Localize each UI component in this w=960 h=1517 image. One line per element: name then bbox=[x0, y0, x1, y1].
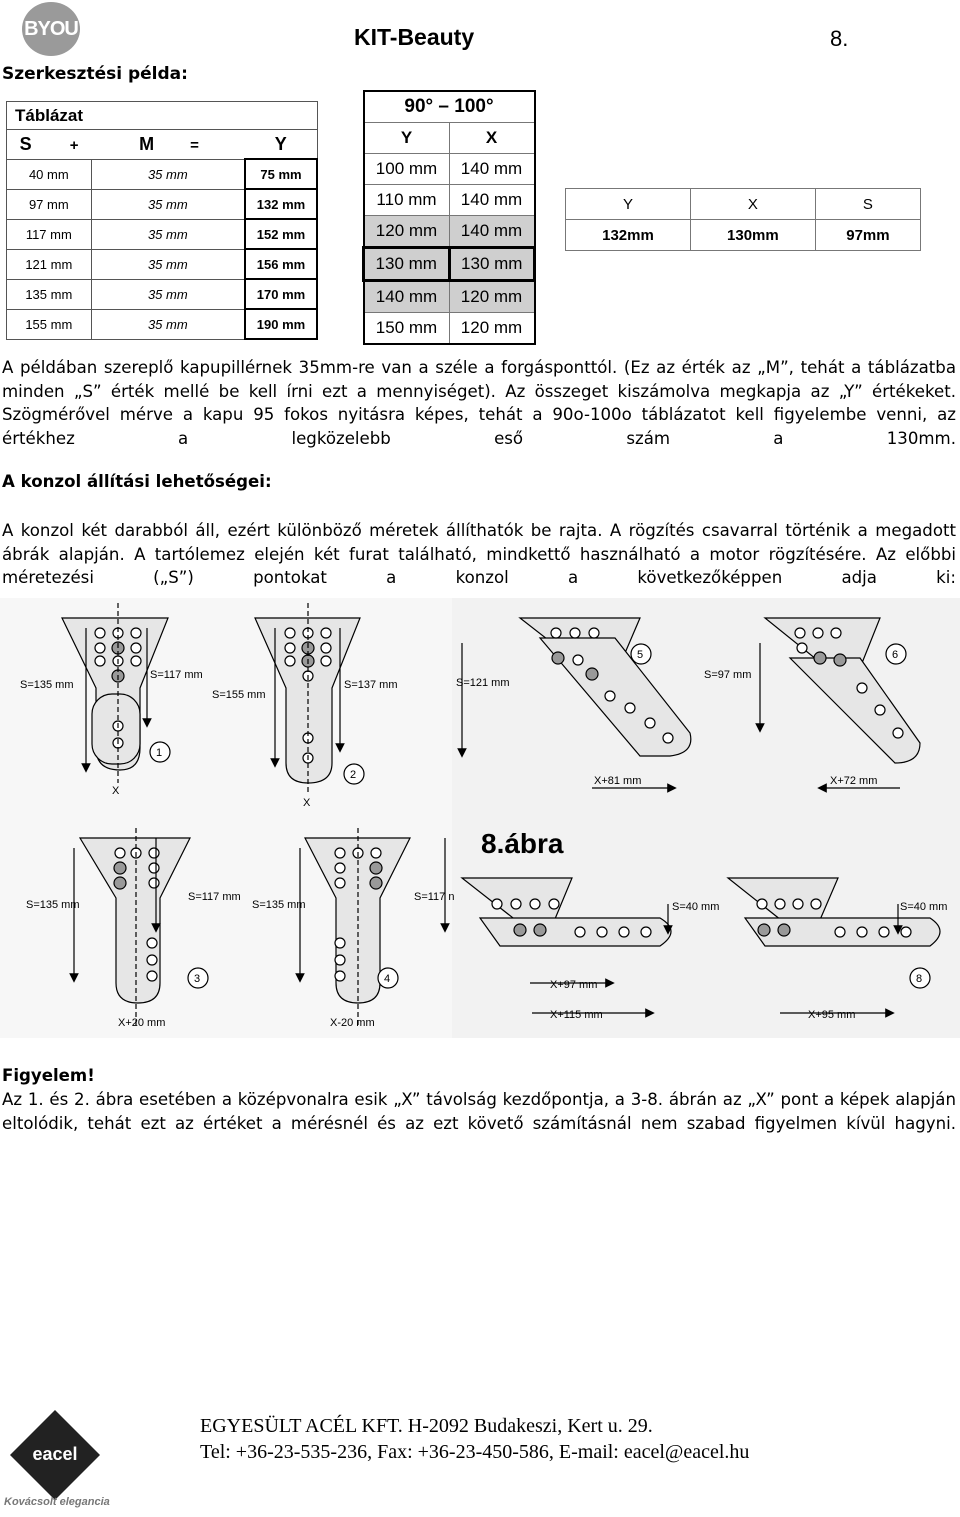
table-row bbox=[7, 189, 318, 219]
table-row bbox=[7, 219, 318, 249]
result-table bbox=[565, 188, 921, 251]
svg-text:5: 5 bbox=[637, 649, 644, 661]
example-heading: Szerkesztési példa: bbox=[2, 64, 188, 84]
table-row: 100 mm 140 mm bbox=[364, 154, 535, 185]
table-header-row bbox=[364, 123, 535, 154]
document-title: KIT-Beauty bbox=[354, 24, 475, 50]
svg-text:S=117 mm: S=117 mm bbox=[150, 669, 203, 681]
cell-m: 35 mm bbox=[91, 309, 245, 339]
header-y: Y bbox=[364, 123, 450, 154]
cell-m: 35 mm bbox=[91, 189, 245, 219]
svg-text:S=137 mm: S=137 mm bbox=[344, 679, 398, 691]
table-row: 120 mm 140 mm bbox=[364, 216, 535, 248]
svg-text:S=40 mm: S=40 mm bbox=[672, 901, 720, 913]
footer-contact: Tel: +36-23-535-236, Fax: +36-23-450-586, E-mail: eacel@eacel.hu bbox=[200, 1441, 750, 1463]
header-eq: = bbox=[190, 136, 199, 154]
svg-text:S=135 mm: S=135 mm bbox=[252, 899, 306, 911]
svg-text:S=40 mm: S=40 mm bbox=[900, 901, 948, 913]
eacel-logo bbox=[10, 1410, 100, 1500]
svg-text:X+97 mm: X+97 mm bbox=[550, 979, 598, 991]
svg-text:S=97 mm: S=97 mm bbox=[704, 669, 752, 681]
svg-text:X+20 mm: X+20 mm bbox=[118, 1017, 166, 1029]
table-header-row: Y X S bbox=[566, 189, 921, 220]
svg-text:S=117 n: S=117 n bbox=[414, 891, 455, 903]
svg-text:S=155 mm: S=155 mm bbox=[212, 689, 266, 701]
figure-caption: 8.ábra bbox=[481, 828, 564, 859]
svg-text:8: 8 bbox=[916, 973, 923, 985]
svg-text:4: 4 bbox=[384, 973, 391, 985]
header-s: S bbox=[19, 133, 32, 154]
byou-logo: BYOU bbox=[22, 2, 80, 56]
cell-m: 35 mm bbox=[91, 159, 245, 189]
eacel-tagline: Kovácsolt elegancia bbox=[4, 1496, 110, 1508]
cell-s: 121 mm bbox=[7, 249, 92, 279]
svg-text:X: X bbox=[112, 785, 120, 797]
angle-range: 90° – 100° bbox=[364, 91, 535, 123]
angle-table bbox=[362, 90, 536, 345]
svg-text:6: 6 bbox=[892, 649, 899, 661]
table-row: 132mm 130mm 97mm bbox=[566, 220, 921, 251]
header-x: X bbox=[449, 123, 535, 154]
svg-text:S=121 mm: S=121 mm bbox=[456, 677, 510, 689]
svg-text:X+81 mm: X+81 mm bbox=[594, 775, 642, 787]
table-row bbox=[7, 249, 318, 279]
header-m: M bbox=[139, 133, 155, 154]
cell-y: 132 mm bbox=[245, 189, 317, 219]
table-row-highlighted: 130 mm 130 mm bbox=[364, 248, 535, 281]
cell-y: 152 mm bbox=[245, 219, 317, 249]
cell-y: 156 mm bbox=[245, 249, 317, 279]
svg-text:3: 3 bbox=[194, 973, 201, 985]
page-number: 8. bbox=[830, 26, 849, 51]
d1-left-label: S=135 mm bbox=[20, 679, 74, 691]
bracket-paragraph: A konzol két darabból áll, ezért különböző méretek állíthatók be rajta. A rögzítés csavarral történik a megadott ábrák alapján. A tartólemez elején két furat található, mindkettő használható a motor rögzítésére. Az előbbi méretezési („S”) pontokat a konzol a következőképpen adja ki: bbox=[2, 521, 956, 587]
svg-text:1: 1 bbox=[156, 747, 163, 759]
table-row: 140 mm 120 mm bbox=[364, 281, 535, 313]
section-heading: A konzol állítási lehetőségei: bbox=[2, 472, 272, 491]
svg-text:X+95 mm: X+95 mm bbox=[808, 1009, 856, 1021]
svg-text:eacel: eacel bbox=[32, 1444, 78, 1464]
table-row: 150 mm 120 mm bbox=[364, 313, 535, 345]
cell-s: 155 mm bbox=[7, 309, 92, 339]
cell-s: 135 mm bbox=[7, 279, 92, 309]
warning-heading: Figyelem! bbox=[2, 1066, 95, 1085]
sum-table bbox=[6, 101, 318, 340]
table-header-row bbox=[7, 130, 318, 160]
svg-text:S=135 mm: S=135 mm bbox=[26, 899, 80, 911]
cell-s: 117 mm bbox=[7, 219, 92, 249]
footer-address: EGYESÜLT ACÉL KFT. H-2092 Budakeszi, Kert u. 29. bbox=[200, 1415, 653, 1437]
example-paragraph: A példában szereplő kapupillérnek 35mm-re van a széle a forgásponttól. (Ez az érték az „M”, tehát a táblázatba minden „S” érték mellé be kell írni ezt a mennyiséget). Az összeget kiszámolva megkapja az „Y” értékeket. Szögmérővel mérve a kapu 95 fokos nyitásra képes, tehát a 90o-100o táblázatot kell figyelembe venni, az értékhez a legközelebb eső szám a 130mm. bbox=[2, 358, 956, 448]
header-plus: + bbox=[69, 136, 79, 154]
table-row bbox=[7, 159, 318, 189]
svg-text:2: 2 bbox=[350, 769, 357, 781]
table-row bbox=[7, 279, 318, 309]
cell-y: 170 mm bbox=[245, 279, 317, 309]
svg-text:X: X bbox=[303, 797, 311, 809]
bracket-diagrams bbox=[0, 598, 960, 1038]
cell-y: 75 mm bbox=[245, 159, 317, 189]
svg-text:X-20 mm: X-20 mm bbox=[330, 1017, 375, 1029]
cell-m: 35 mm bbox=[91, 219, 245, 249]
svg-text:X+115 mm: X+115 mm bbox=[550, 1009, 603, 1021]
svg-text:X+72 mm: X+72 mm bbox=[830, 775, 878, 787]
header-y: Y bbox=[245, 130, 317, 160]
cell-m: 35 mm bbox=[91, 279, 245, 309]
svg-text:S=117 mm: S=117 mm bbox=[188, 891, 241, 903]
cell-y: 190 mm bbox=[245, 309, 317, 339]
cell-s: 97 mm bbox=[7, 189, 92, 219]
cell-s: 40 mm bbox=[7, 159, 92, 189]
table-row bbox=[7, 309, 318, 339]
warning-paragraph: Az 1. és 2. ábra esetében a középvonalra esik „X” távolság kezdőpontja, a 3-8. ábrán az „X” pont a képek alapján eltolódik, tehát ezt az értéket a mérésnél és az ezt követő számításnál nem szabad figyelmen kívül hagyni. bbox=[2, 1090, 956, 1133]
table-caption: Táblázat bbox=[7, 102, 318, 130]
table-row: 110 mm 140 mm bbox=[364, 185, 535, 216]
cell-m: 35 mm bbox=[91, 249, 245, 279]
